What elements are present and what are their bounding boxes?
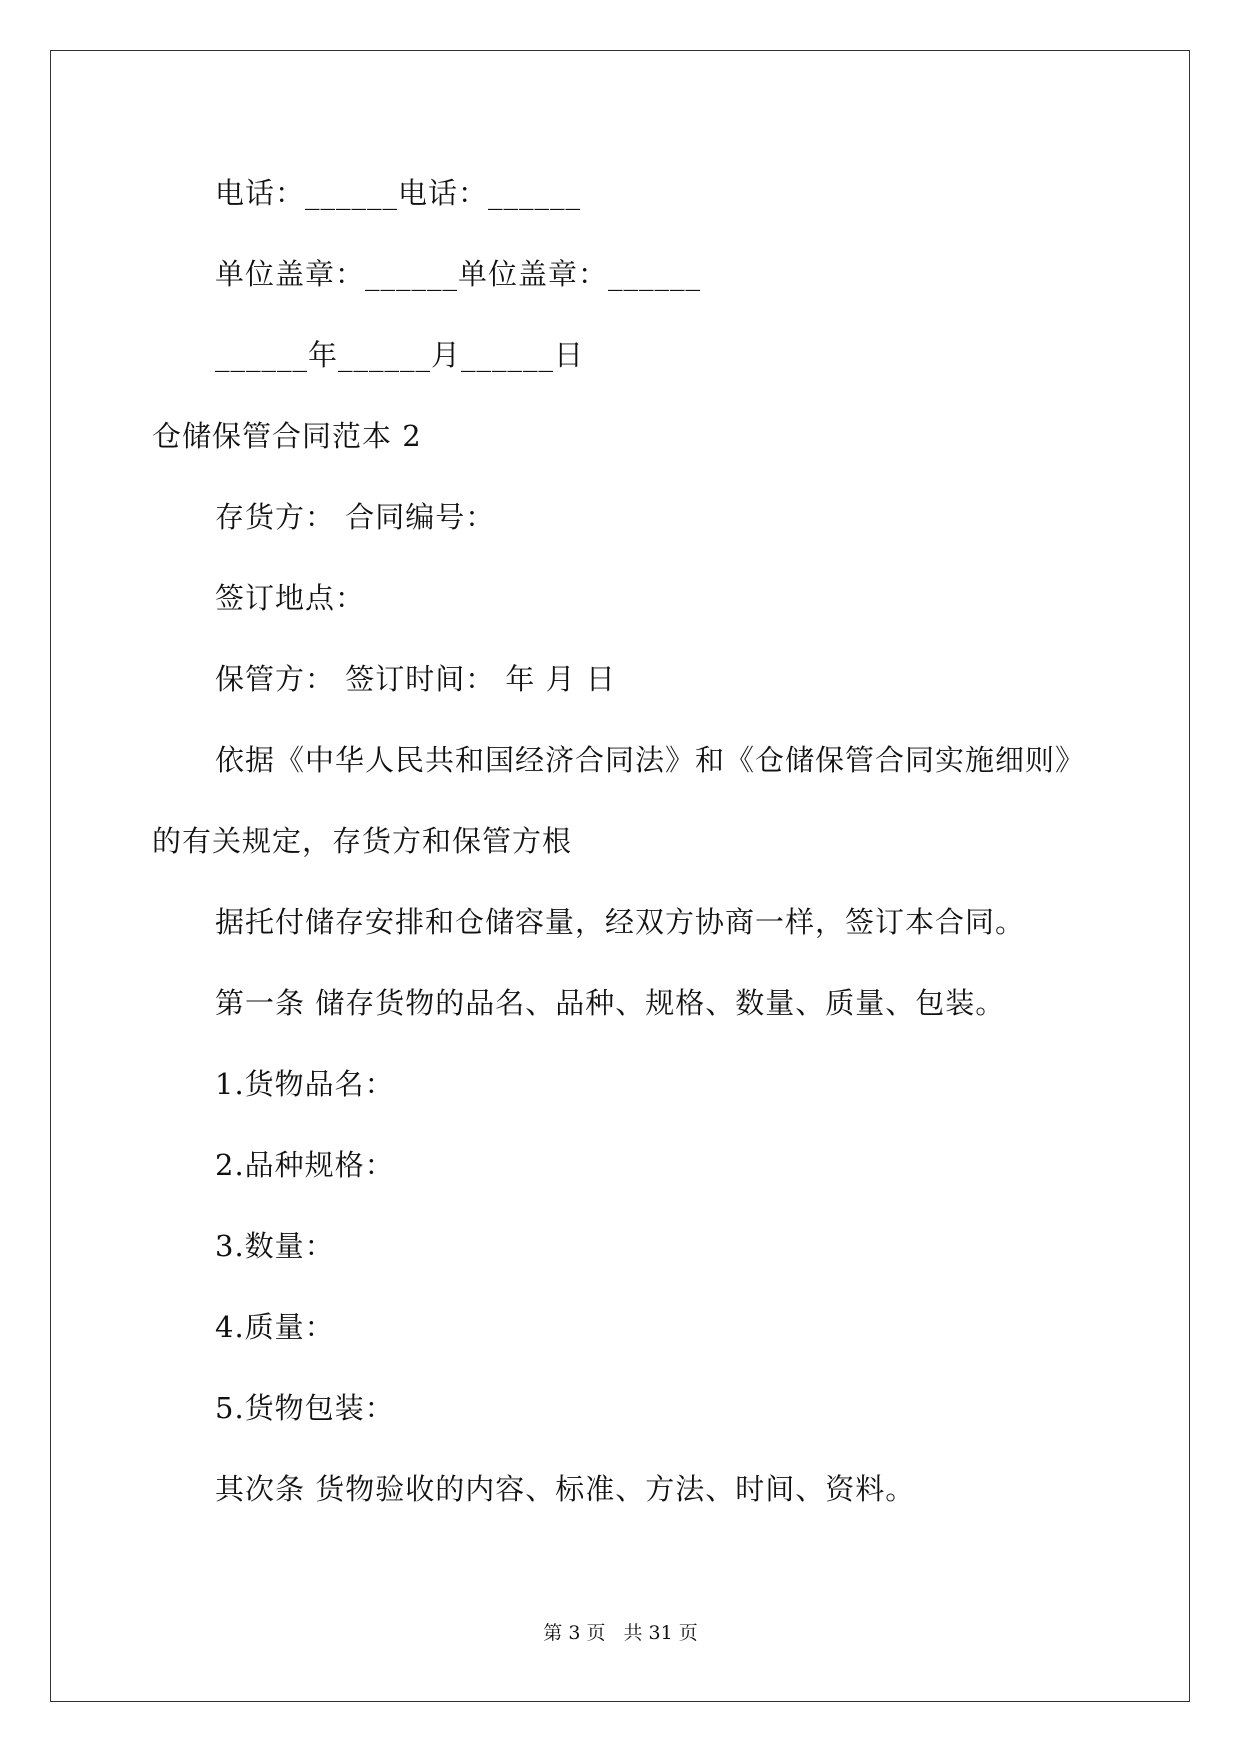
page-footer xyxy=(0,1620,1241,1646)
list-item: 2.品种规格： xyxy=(215,1148,395,1182)
keeper-signing-time-line: 保管方： 签订时间： 年 月 日 xyxy=(215,662,616,696)
list-item: 1.货物品名： xyxy=(215,1067,395,1101)
article-2-heading: 其次条 货物验收的内容、标准、方法、时间、资料。 xyxy=(215,1472,916,1506)
list-item: 4.质量： xyxy=(215,1310,335,1344)
page-number: 第 3 页 xyxy=(543,1622,606,1644)
depositor-contract-no-line: 存货方： 合同编号： xyxy=(215,500,496,534)
date-line: ______年______月______日 xyxy=(215,338,585,372)
seal-line: 单位盖章：______单位盖章：______ xyxy=(215,257,702,291)
paragraph-line: 的有关规定，存货方和保管方根 xyxy=(152,824,573,858)
list-item: 5.货物包装： xyxy=(215,1391,395,1425)
page-total: 共 31 页 xyxy=(623,1622,698,1644)
paragraph-line: 据托付储存安排和仓储容量，经双方协商一样，签订本合同。 xyxy=(215,905,1026,939)
page-frame xyxy=(50,50,1190,1702)
section-title: 仓储保管合同范本 2 xyxy=(152,419,422,453)
list-item: 3.数量： xyxy=(215,1229,335,1263)
paragraph-line: 依据《中华人民共和国经济合同法》和《仓储保管合同实施细则》 xyxy=(215,743,1086,777)
signing-place-line: 签订地点： xyxy=(215,581,366,615)
article-1-heading: 第一条 储存货物的品名、品种、规格、数量、质量、包装。 xyxy=(215,986,1006,1020)
phone-line: 电话：______电话：______ xyxy=(215,176,582,210)
